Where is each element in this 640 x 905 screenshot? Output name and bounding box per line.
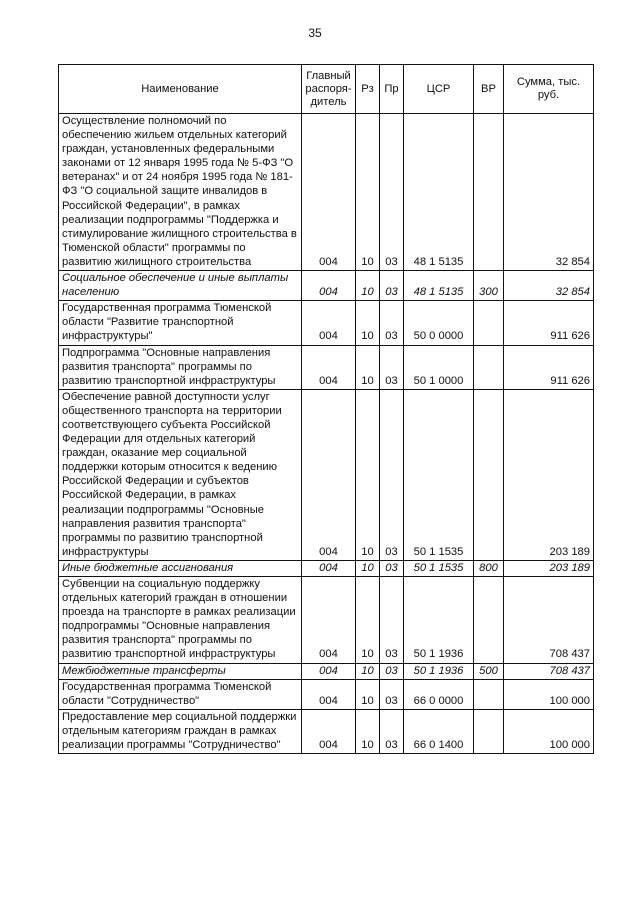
table-row — [59, 663, 594, 679]
cell-rz: 10 — [356, 114, 380, 271]
cell-csr: 48 1 5135 — [404, 271, 474, 301]
cell-csr: 50 1 1535 — [404, 560, 474, 576]
cell-name: Социальное обеспечение и иные выплаты населению — [59, 271, 302, 301]
cell-distributor: 004 — [302, 271, 356, 301]
cell-distributor: 004 — [302, 114, 356, 271]
cell-pr: 03 — [380, 709, 404, 753]
cell-pr: 03 — [380, 389, 404, 560]
cell-name: Осуществление полномочий по обеспечению жильем отдельных категорий граждан, установленных федеральными законами от 12 января 1995 года № 5-ФЗ "О ветеранах" и от 24 ноября 1995 года № 181-ФЗ "О социальной защите инвалидов в Российской Федерации", в рамках реализации подпрограммы "Поддержка и стимулирование жилищного строительства в Тюменской области" программы по развитию жилищного строительства — [59, 114, 302, 271]
cell-sum: 911 626 — [504, 345, 594, 389]
cell-name: Межбюджетные трансферты — [59, 663, 302, 679]
cell-distributor: 004 — [302, 577, 356, 664]
cell-csr: 50 1 0000 — [404, 345, 474, 389]
cell-vr: 300 — [474, 271, 504, 301]
header-vr: ВР — [474, 65, 504, 114]
cell-rz: 10 — [356, 709, 380, 753]
cell-vr — [474, 114, 504, 271]
header-csr: ЦСР — [404, 65, 474, 114]
cell-rz: 10 — [356, 389, 380, 560]
table-row — [59, 389, 594, 560]
page-number: 35 — [308, 26, 322, 40]
header-distributor: Главный распоря-дитель — [302, 65, 356, 114]
cell-distributor: 004 — [302, 389, 356, 560]
cell-pr: 03 — [380, 577, 404, 664]
cell-distributor: 004 — [302, 345, 356, 389]
cell-rz: 10 — [356, 301, 380, 345]
cell-csr: 50 0 0000 — [404, 301, 474, 345]
cell-csr: 66 0 1400 — [404, 709, 474, 753]
cell-vr — [474, 301, 504, 345]
table-row — [59, 709, 594, 753]
cell-name: Подпрограмма "Основные направления развития транспорта" программы по развитию транспортной инфраструктуры — [59, 345, 302, 389]
cell-vr — [474, 679, 504, 709]
table-row — [59, 114, 594, 271]
cell-vr — [474, 389, 504, 560]
budget-table — [58, 64, 594, 754]
cell-rz: 10 — [356, 271, 380, 301]
cell-pr: 03 — [380, 663, 404, 679]
cell-csr: 48 1 5135 — [404, 114, 474, 271]
cell-sum: 911 626 — [504, 301, 594, 345]
cell-distributor: 004 — [302, 663, 356, 679]
cell-sum: 100 000 — [504, 709, 594, 753]
cell-sum: 203 189 — [504, 560, 594, 576]
cell-csr: 50 1 1936 — [404, 663, 474, 679]
cell-name: Субвенции на социальную поддержку отдельных категорий граждан в отношении проезда на транспорте в рамках реализации подпрограммы "Основные направления развития транспорта" программы по развитию транспортной инфраструктуры — [59, 577, 302, 664]
table-row — [59, 577, 594, 664]
cell-distributor: 004 — [302, 301, 356, 345]
cell-pr: 03 — [380, 345, 404, 389]
table-row — [59, 271, 594, 301]
cell-rz: 10 — [356, 577, 380, 664]
cell-sum: 708 437 — [504, 577, 594, 664]
cell-vr — [474, 345, 504, 389]
cell-sum: 203 189 — [504, 389, 594, 560]
cell-rz: 10 — [356, 663, 380, 679]
table-row — [59, 560, 594, 576]
cell-pr: 03 — [380, 301, 404, 345]
cell-name: Иные бюджетные ассигнования — [59, 560, 302, 576]
table-body — [59, 114, 594, 754]
table-row — [59, 301, 594, 345]
header-name: Наименование — [59, 65, 302, 114]
cell-vr: 500 — [474, 663, 504, 679]
cell-distributor: 004 — [302, 709, 356, 753]
cell-csr: 66 0 0000 — [404, 679, 474, 709]
cell-name: Предоставление мер социальной поддержки отдельным категориям граждан в рамках реализации программы "Сотрудничество" — [59, 709, 302, 753]
table-header-row — [59, 65, 594, 114]
header-sum: Сумма, тыс. руб. — [504, 65, 594, 114]
cell-pr: 03 — [380, 271, 404, 301]
cell-sum: 708 437 — [504, 663, 594, 679]
cell-pr: 03 — [380, 560, 404, 576]
cell-vr — [474, 709, 504, 753]
cell-rz: 10 — [356, 679, 380, 709]
cell-csr: 50 1 1936 — [404, 577, 474, 664]
cell-name: Государственная программа Тюменской области "Развитие транспортной инфраструктуры" — [59, 301, 302, 345]
cell-csr: 50 1 1535 — [404, 389, 474, 560]
cell-rz: 10 — [356, 345, 380, 389]
cell-pr: 03 — [380, 679, 404, 709]
cell-name: Обеспечение равной доступности услуг общественного транспорта на территории соответствующего субъекта Российской Федерации для отдельных категорий граждан, оказание мер социальной поддержки которым относится к ведению Российской Федерации и субъектов Российской Федерации, в рамках реализации подпрограммы "Основные направления развития транспорта" программы по развитию транспортной инфраструктуры — [59, 389, 302, 560]
table-row — [59, 679, 594, 709]
cell-sum: 32 854 — [504, 271, 594, 301]
header-pr: Пр — [380, 65, 404, 114]
header-rz: Рз — [356, 65, 380, 114]
cell-vr — [474, 577, 504, 664]
cell-sum: 32 854 — [504, 114, 594, 271]
cell-pr: 03 — [380, 114, 404, 271]
cell-sum: 100 000 — [504, 679, 594, 709]
cell-distributor: 004 — [302, 560, 356, 576]
cell-name: Государственная программа Тюменской области "Сотрудничество" — [59, 679, 302, 709]
cell-vr: 800 — [474, 560, 504, 576]
cell-rz: 10 — [356, 560, 380, 576]
table-row — [59, 345, 594, 389]
cell-distributor: 004 — [302, 679, 356, 709]
